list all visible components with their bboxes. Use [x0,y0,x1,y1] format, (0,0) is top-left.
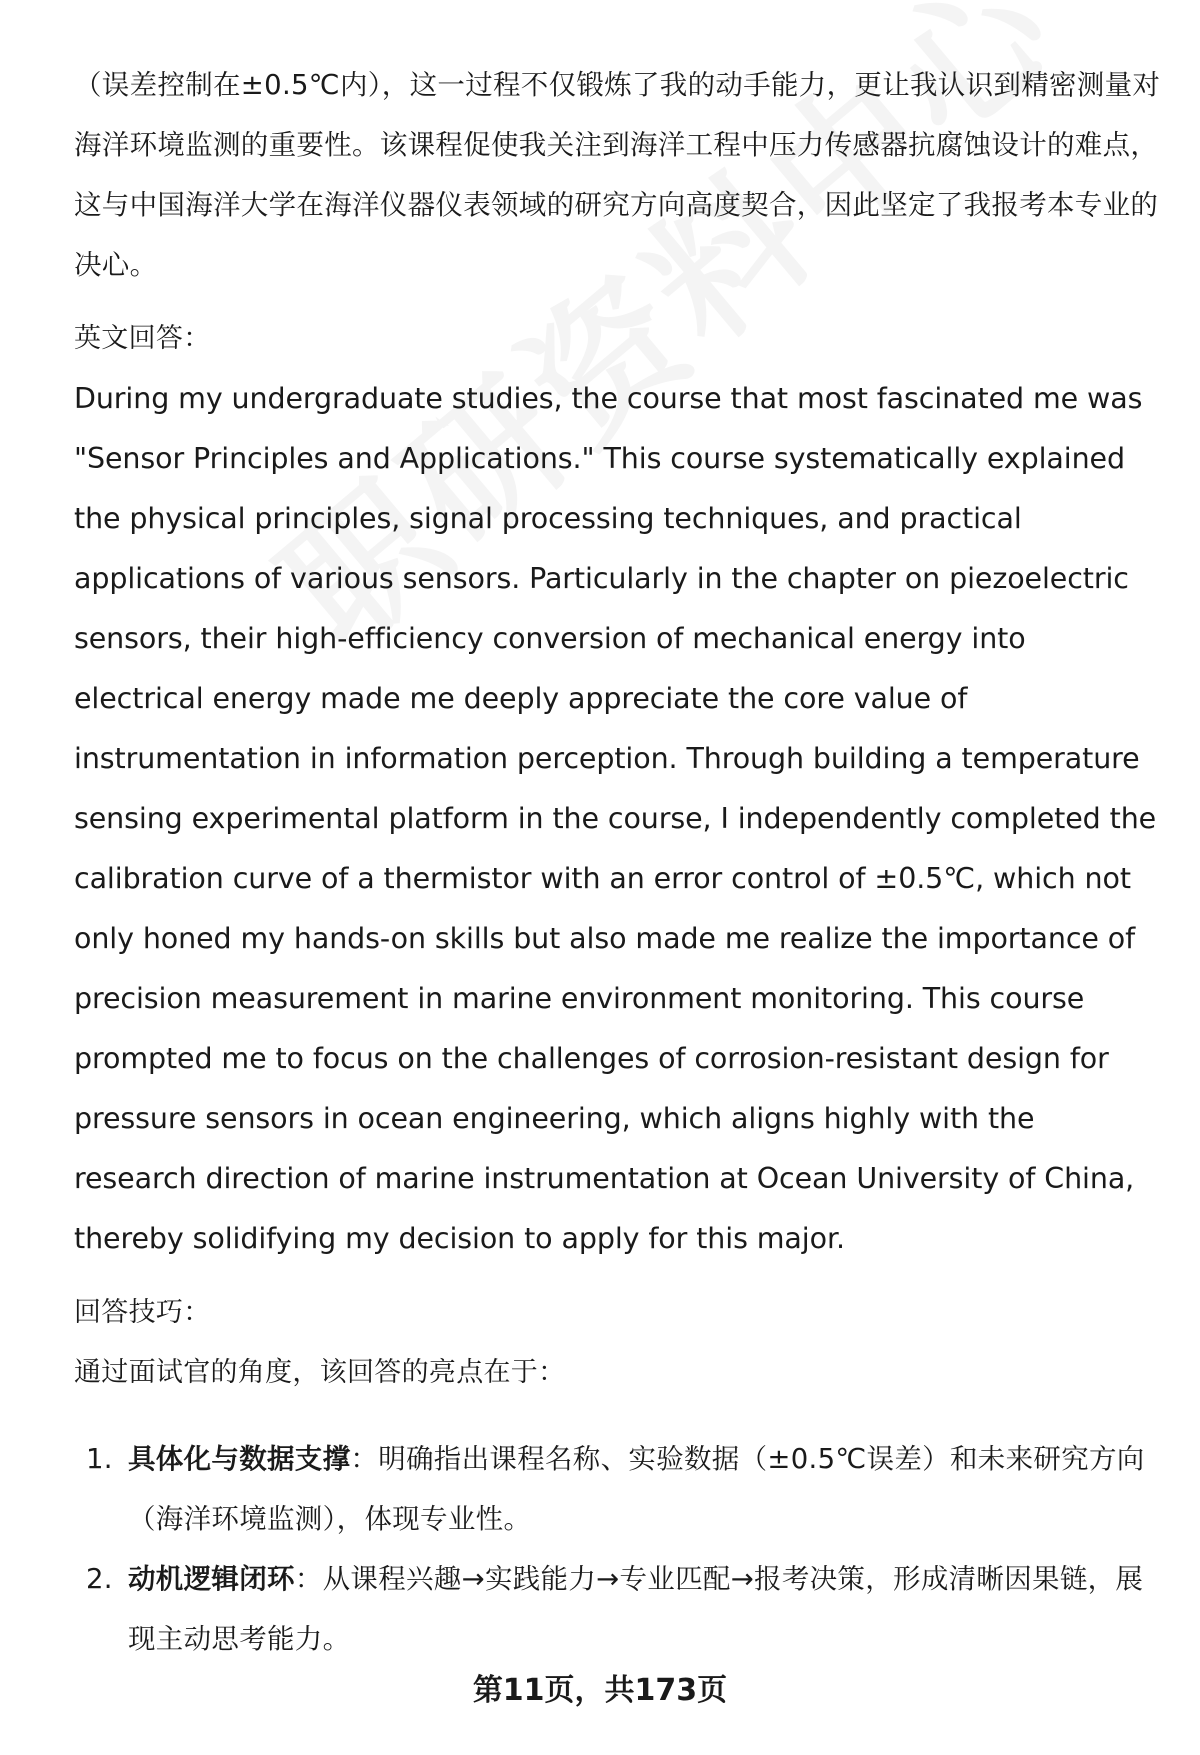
tips-list [74,1429,1164,1669]
intro-paragraph: （误差控制在±0.5℃内），这一过程不仅锻炼了我的动手能力，更让我认识到精密测量对海洋环境监测的重要性。该课程促使我关注到海洋工程中压力传感器抗腐蚀设计的难点，这与中国海洋大学在海洋仪器仪表领域的研究方向高度契合，因此坚定了我报考本专业的决心。 [74,69,1161,281]
list-item-title: 动机逻辑闭环 [128,1563,295,1595]
list-item-title: 具体化与数据支撑 [128,1443,351,1475]
english-answer-label: 英文回答： [74,323,211,354]
list-item-number: 2. [86,1563,113,1595]
tips-intro: 通过面试官的角度，该回答的亮点在于： [74,1357,566,1388]
list-item-text: ：从课程兴趣→实践能力→专业匹配→报考决策，形成清晰因果链，展现主动思考能力。 [128,1563,1144,1655]
page-content [74,55,1164,1669]
list-item [74,1549,1164,1669]
list-item-number: 1. [86,1443,113,1475]
list-item [74,1429,1164,1549]
tips-label: 回答技巧： [74,1297,211,1328]
list-item-text: ：明确指出课程名称、实验数据（±0.5℃误差）和未来研究方向（海洋环境监测），体现专业性。 [128,1443,1145,1535]
page-footer: 第11页，共173页 [472,1673,728,1708]
english-answer-paragraph: During my undergraduate studies, the course that most fascinated me was "Sensor Principles and Applications." This course systematically explained the physical principles, signal processing techniques, and practical applications of various sensors. Particularly in the chapter on piezoelectric sensors, their high-efficiency conversion of mechanical energy into electrical energy made me deeply appreciate the core value of instrumentation in information perception. Through building a temperature sensing experimental platform in the course, I independently completed the calibration curve of a thermistor with an error control of ±0.5℃, which not only honed my hands-on skills but also made me realize the importance of precision measurement in marine environment monitoring. This course prompted me to focus on the challenges of corrosion-resistant design for pressure sensors in ocean engineering, which aligns highly with the research direction of marine instrumentation at Ocean University of China, thereby solidifying my decision to apply for this major. [74,382,1157,1255]
